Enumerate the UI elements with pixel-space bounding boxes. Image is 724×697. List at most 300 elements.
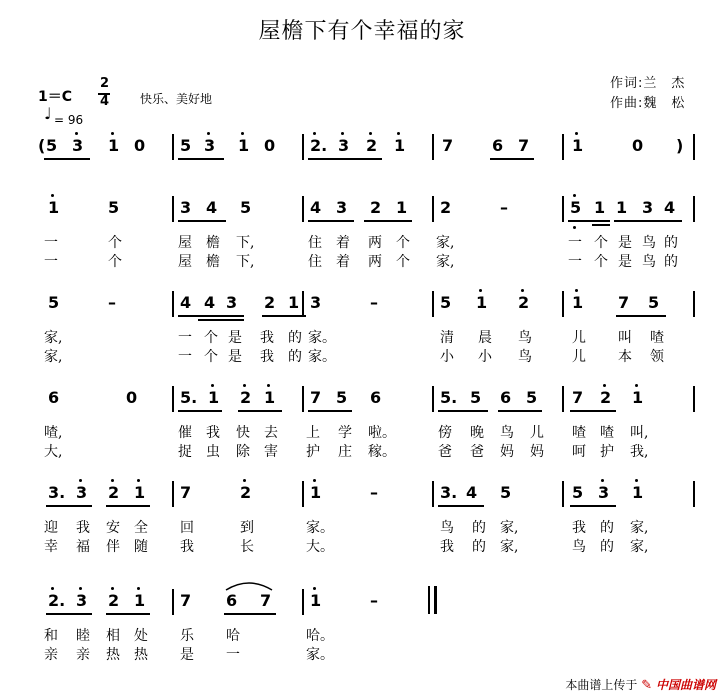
time-signature-bottom: 4	[100, 94, 110, 109]
lyric-char: 个	[108, 254, 122, 270]
note: –	[108, 293, 116, 312]
octave-dot	[575, 289, 578, 292]
lyric-char: 清	[440, 330, 454, 346]
beam-underline	[616, 315, 666, 317]
lyric-char: 虫	[206, 444, 220, 460]
lyric-char: 家。	[306, 647, 334, 663]
lyric-char: 的	[288, 349, 302, 365]
note: 1	[396, 198, 408, 217]
note: 1	[208, 388, 220, 407]
lyric-char: 着	[336, 235, 350, 251]
note: 6	[48, 388, 60, 407]
lyricist: 作词:兰 杰	[610, 76, 686, 91]
lyric-char: 喳	[600, 425, 614, 441]
note: 0	[632, 136, 644, 155]
note: 7	[180, 591, 192, 610]
bar-line	[172, 196, 174, 222]
footer-text: 本曲谱上传于	[565, 678, 638, 692]
lyric-char: 大。	[306, 539, 334, 555]
note: 1	[134, 591, 146, 610]
lyric-char: 晨	[478, 330, 492, 346]
composer: 作曲:魏 松	[610, 96, 686, 111]
lyric-char: 福	[76, 539, 90, 555]
note: 1	[310, 591, 322, 610]
note: 3	[76, 591, 88, 610]
note: 1	[288, 293, 300, 312]
lyric-char: 我	[440, 539, 454, 555]
lyric-char: 护	[306, 444, 320, 460]
note: 4	[310, 198, 322, 217]
note: 4	[204, 293, 216, 312]
octave-dot	[111, 587, 114, 590]
lyric-char: 长	[240, 539, 254, 555]
note: 3	[72, 136, 84, 155]
lyric-char: 檐	[206, 235, 220, 251]
lyric-char: 啦。	[368, 425, 396, 441]
octave-dot	[369, 132, 372, 135]
note: 3	[310, 293, 322, 312]
note: 7	[260, 591, 272, 610]
lyric-char: 热	[106, 647, 120, 663]
octave-dot	[341, 132, 344, 135]
lyric-char: 呵	[572, 444, 586, 460]
lyric-char: 家,	[500, 539, 519, 555]
note: )	[676, 136, 684, 155]
footer-brand: 中国曲谱网	[655, 678, 716, 692]
note: 3	[338, 136, 350, 155]
lyric-char: 儿	[572, 330, 586, 346]
lyric-char: 一	[44, 254, 58, 270]
lyric-char: 随	[134, 539, 148, 555]
lyric-char: 我	[206, 425, 220, 441]
note: 2.	[48, 591, 66, 610]
lyric-char: 亲	[44, 647, 58, 663]
beam-underline	[106, 505, 150, 507]
note: 1	[238, 136, 250, 155]
lyric-char: 鸟	[518, 330, 532, 346]
bar-line	[693, 196, 695, 222]
lyric-char: 是	[228, 349, 242, 365]
lyric-char: 个	[594, 235, 608, 251]
octave-dot	[243, 479, 246, 482]
lyric-char: 爸	[470, 444, 484, 460]
note: 5	[46, 136, 58, 155]
note: 6	[226, 591, 238, 610]
tempo-marking: 快乐、美好地	[140, 92, 213, 106]
lyric-char: 是	[618, 235, 632, 251]
bar-line	[432, 196, 434, 222]
bar-line	[302, 196, 304, 222]
note: 3	[204, 136, 216, 155]
octave-dot	[243, 384, 246, 387]
key-signature: 1＝C	[38, 89, 73, 105]
beam-underline	[308, 410, 352, 412]
octave-dot	[573, 194, 576, 197]
lyric-char: 家,	[436, 235, 455, 251]
beam-underline	[106, 613, 150, 615]
octave-dot	[51, 194, 54, 197]
note: 1	[632, 388, 644, 407]
lyric-char: 喳	[572, 425, 586, 441]
site-logo-icon: ✎	[641, 678, 653, 693]
lyric-char: 的	[600, 539, 614, 555]
beam-underline	[198, 319, 244, 321]
lyric-char: 的	[664, 235, 678, 251]
note: 7	[572, 388, 584, 407]
lyric-char: 鸟	[642, 235, 656, 251]
note: 5	[108, 198, 120, 217]
note: –	[370, 483, 378, 502]
octave-dot	[267, 384, 270, 387]
octave-dot	[51, 587, 54, 590]
beam-underline	[308, 220, 354, 222]
note: 4	[206, 198, 218, 217]
lyric-char: 下,	[236, 254, 255, 270]
lyric-char: 屋	[178, 235, 192, 251]
note: 3	[642, 198, 654, 217]
lyric-char: 庄	[338, 444, 352, 460]
octave-dot	[313, 132, 316, 135]
lyric-char: 幸	[44, 539, 58, 555]
octave-dot	[79, 587, 82, 590]
octave-dot	[397, 132, 400, 135]
lyric-char: 我	[260, 330, 274, 346]
octave-dot	[603, 384, 606, 387]
octave-dot	[79, 479, 82, 482]
note: 2	[370, 198, 382, 217]
note: 2	[108, 591, 120, 610]
beam-underline	[614, 220, 682, 222]
bar-line	[562, 291, 564, 317]
beam-underline	[364, 220, 412, 222]
lyric-char: 处	[134, 628, 148, 644]
lyric-char: 去	[264, 425, 278, 441]
note: 1	[108, 136, 120, 155]
octave-dot	[521, 289, 524, 292]
lyric-char: 屋	[178, 254, 192, 270]
lyric-char: 全	[134, 520, 148, 536]
bar-line	[302, 134, 304, 160]
note: 5	[500, 483, 512, 502]
lyric-char: 快	[236, 425, 250, 441]
octave-dot	[75, 132, 78, 135]
lyric-char: 叫,	[630, 425, 649, 441]
final-bar-thin	[428, 586, 430, 614]
lyric-char: 一	[568, 254, 582, 270]
note: –	[500, 198, 508, 217]
note: 1	[264, 388, 276, 407]
bar-line	[302, 386, 304, 412]
lyric-char: 叫	[618, 330, 632, 346]
note: 1	[394, 136, 406, 155]
note: 2	[600, 388, 612, 407]
lyric-char: 家,	[44, 349, 63, 365]
octave-dot	[137, 479, 140, 482]
lyric-char: 和	[44, 628, 58, 644]
beam-underline	[308, 158, 382, 160]
lyric-char: 我	[76, 520, 90, 536]
note: 5	[570, 198, 582, 217]
beam-underline	[178, 220, 226, 222]
note: 5.	[180, 388, 198, 407]
note: 3	[226, 293, 238, 312]
bar-line	[562, 386, 564, 412]
beam-underline	[438, 410, 488, 412]
lyric-char: 我	[180, 539, 194, 555]
lyric-char: 迎	[44, 520, 58, 536]
lyric-char: 一	[568, 235, 582, 251]
beam-underline	[438, 505, 484, 507]
beam-underline	[178, 410, 222, 412]
octave-dot	[313, 587, 316, 590]
octave-dot	[573, 226, 576, 229]
note: 1	[476, 293, 488, 312]
lyric-char: 上	[306, 425, 320, 441]
beam-underline	[570, 505, 616, 507]
note: 3.	[440, 483, 458, 502]
beam-underline	[178, 158, 224, 160]
bar-line	[172, 291, 174, 317]
note: (	[38, 136, 46, 155]
octave-dot	[635, 479, 638, 482]
lyric-char: 妈	[530, 444, 544, 460]
note: 2	[518, 293, 530, 312]
lyric-char: 除	[236, 444, 250, 460]
lyric-char: 稼。	[368, 444, 396, 460]
note: 2	[240, 388, 252, 407]
lyric-char: 家,	[436, 254, 455, 270]
octave-dot	[241, 132, 244, 135]
bar-line	[302, 291, 304, 317]
lyric-char: 本	[618, 349, 632, 365]
octave-dot	[211, 384, 214, 387]
lyric-char: 喳,	[44, 425, 63, 441]
lyric-char: 两	[368, 254, 382, 270]
lyric-char: 妈	[500, 444, 514, 460]
lyric-char: 乐	[180, 628, 194, 644]
bar-line	[693, 134, 695, 160]
note: 4	[664, 198, 676, 217]
bar-line	[172, 134, 174, 160]
lyric-char: 家,	[630, 539, 649, 555]
note: 4	[180, 293, 192, 312]
note: 2	[264, 293, 276, 312]
note: 5	[572, 483, 584, 502]
song-title: 屋檐下有个幸福的家	[258, 19, 466, 44]
octave-dot	[111, 132, 114, 135]
bar-line	[432, 134, 434, 160]
note: 2.	[310, 136, 328, 155]
note: 2	[240, 483, 252, 502]
note: 1	[594, 198, 606, 217]
lyric-char: 一	[178, 330, 192, 346]
lyric-char: 鸟	[572, 539, 586, 555]
bar-line	[432, 481, 434, 507]
bar-line	[562, 481, 564, 507]
note: 1	[572, 293, 584, 312]
lyric-char: 是	[618, 254, 632, 270]
lyric-char: 我	[572, 520, 586, 536]
note: 5	[470, 388, 482, 407]
octave-dot	[575, 132, 578, 135]
lyric-char: 鸟	[518, 349, 532, 365]
beam-underline	[490, 158, 534, 160]
note: 3	[180, 198, 192, 217]
lyric-char: 儿	[530, 425, 544, 441]
note: 0	[126, 388, 138, 407]
final-bar-thick	[434, 586, 437, 614]
lyric-char: 着	[336, 254, 350, 270]
lyric-char: 一	[44, 235, 58, 251]
lyric-char: 的	[600, 520, 614, 536]
note: 5	[648, 293, 660, 312]
octave-dot	[635, 384, 638, 387]
bar-line	[562, 196, 564, 222]
bar-line	[302, 589, 304, 615]
note: 2	[108, 483, 120, 502]
lyric-char: 哈	[226, 628, 240, 644]
note: 7	[310, 388, 322, 407]
lyric-char: 的	[288, 330, 302, 346]
note: 5	[336, 388, 348, 407]
octave-dot	[137, 587, 140, 590]
note: –	[370, 293, 378, 312]
bar-line	[562, 134, 564, 160]
lyric-char: 个	[594, 254, 608, 270]
lyric-char: 伴	[106, 539, 120, 555]
footer	[565, 676, 716, 693]
lyric-char: 的	[664, 254, 678, 270]
lyric-char: 大,	[44, 444, 63, 460]
beam-underline	[46, 505, 92, 507]
lyric-char: 睦	[76, 628, 90, 644]
octave-dot	[601, 479, 604, 482]
bar-line	[432, 386, 434, 412]
note: 1	[616, 198, 628, 217]
note: 1	[134, 483, 146, 502]
note: 6	[500, 388, 512, 407]
lyric-char: 鸟	[642, 254, 656, 270]
note: 7	[618, 293, 630, 312]
time-signature-top: 2	[100, 76, 110, 91]
bar-line	[693, 386, 695, 412]
bar-line	[693, 481, 695, 507]
lyric-char: 个	[396, 235, 410, 251]
note: 7	[180, 483, 192, 502]
bar-line	[302, 481, 304, 507]
beam-underline	[46, 613, 92, 615]
bar-line	[172, 481, 174, 507]
lyric-char: 住	[308, 235, 322, 251]
bar-line	[172, 589, 174, 615]
lyric-char: 个	[396, 254, 410, 270]
lyric-char: 家,	[630, 520, 649, 536]
lyric-char: 相	[106, 628, 120, 644]
lyric-char: 住	[308, 254, 322, 270]
lyric-char: 鸟	[440, 520, 454, 536]
lyric-char: 的	[472, 520, 486, 536]
bar-line	[432, 291, 434, 317]
note: 3	[76, 483, 88, 502]
beam-underline	[498, 410, 542, 412]
lyric-char: 儿	[572, 349, 586, 365]
note: 1	[48, 198, 60, 217]
beam-underline	[44, 158, 90, 160]
quarter-note-icon: ♩	[44, 104, 52, 123]
octave-dot	[313, 479, 316, 482]
note: 5	[440, 293, 452, 312]
lyric-char: 护	[600, 444, 614, 460]
note: 7	[518, 136, 530, 155]
lyric-char: 家,	[500, 520, 519, 536]
bar-line	[172, 386, 174, 412]
note: 5	[48, 293, 60, 312]
lyric-char: 家。	[306, 520, 334, 536]
lyric-char: 领	[650, 349, 664, 365]
lyric-char: 是	[228, 330, 242, 346]
beam-underline	[238, 410, 282, 412]
note: 3	[598, 483, 610, 502]
lyric-char: 我	[260, 349, 274, 365]
lyric-char: 两	[368, 235, 382, 251]
lyric-char: 我,	[630, 444, 649, 460]
lyric-char: 傍	[438, 425, 452, 441]
note: 6	[492, 136, 504, 155]
note: 3.	[48, 483, 66, 502]
lyric-char: 下,	[236, 235, 255, 251]
octave-dot	[479, 289, 482, 292]
beam-underline	[568, 220, 610, 222]
note: 5	[180, 136, 192, 155]
note: 3	[336, 198, 348, 217]
beam-underline	[224, 613, 276, 615]
lyric-char: 亲	[76, 647, 90, 663]
note: 6	[370, 388, 382, 407]
lyric-char: 哈。	[306, 628, 334, 644]
lyric-char: 一	[226, 647, 240, 663]
beam-underline	[262, 315, 306, 317]
note: 7	[442, 136, 454, 155]
lyric-char: 的	[472, 539, 486, 555]
lyric-char: 家。	[308, 330, 336, 346]
lyric-char: 热	[134, 647, 148, 663]
lyric-char: 家。	[308, 349, 336, 365]
lyric-char: 安	[106, 520, 120, 536]
lyric-char: 捉	[178, 444, 192, 460]
lyric-char: 晚	[470, 425, 484, 441]
note: 5	[526, 388, 538, 407]
lyric-char: 爸	[438, 444, 452, 460]
lyric-char: 小	[440, 349, 454, 365]
note: 2	[366, 136, 378, 155]
lyric-char: 害	[264, 444, 278, 460]
lyric-char: 回	[180, 520, 194, 536]
lyric-char: 喳	[650, 330, 664, 346]
note: –	[370, 591, 378, 610]
note: 0	[264, 136, 276, 155]
note: 2	[440, 198, 452, 217]
lyric-char: 个	[204, 349, 218, 365]
lyric-char: 个	[108, 235, 122, 251]
bar-line	[693, 291, 695, 317]
lyric-char: 家,	[44, 330, 63, 346]
note: 5	[240, 198, 252, 217]
octave-dot	[207, 132, 210, 135]
beam-underline	[592, 224, 610, 226]
lyric-char: 学	[338, 425, 352, 441]
note: 1	[310, 483, 322, 502]
octave-dot	[111, 479, 114, 482]
